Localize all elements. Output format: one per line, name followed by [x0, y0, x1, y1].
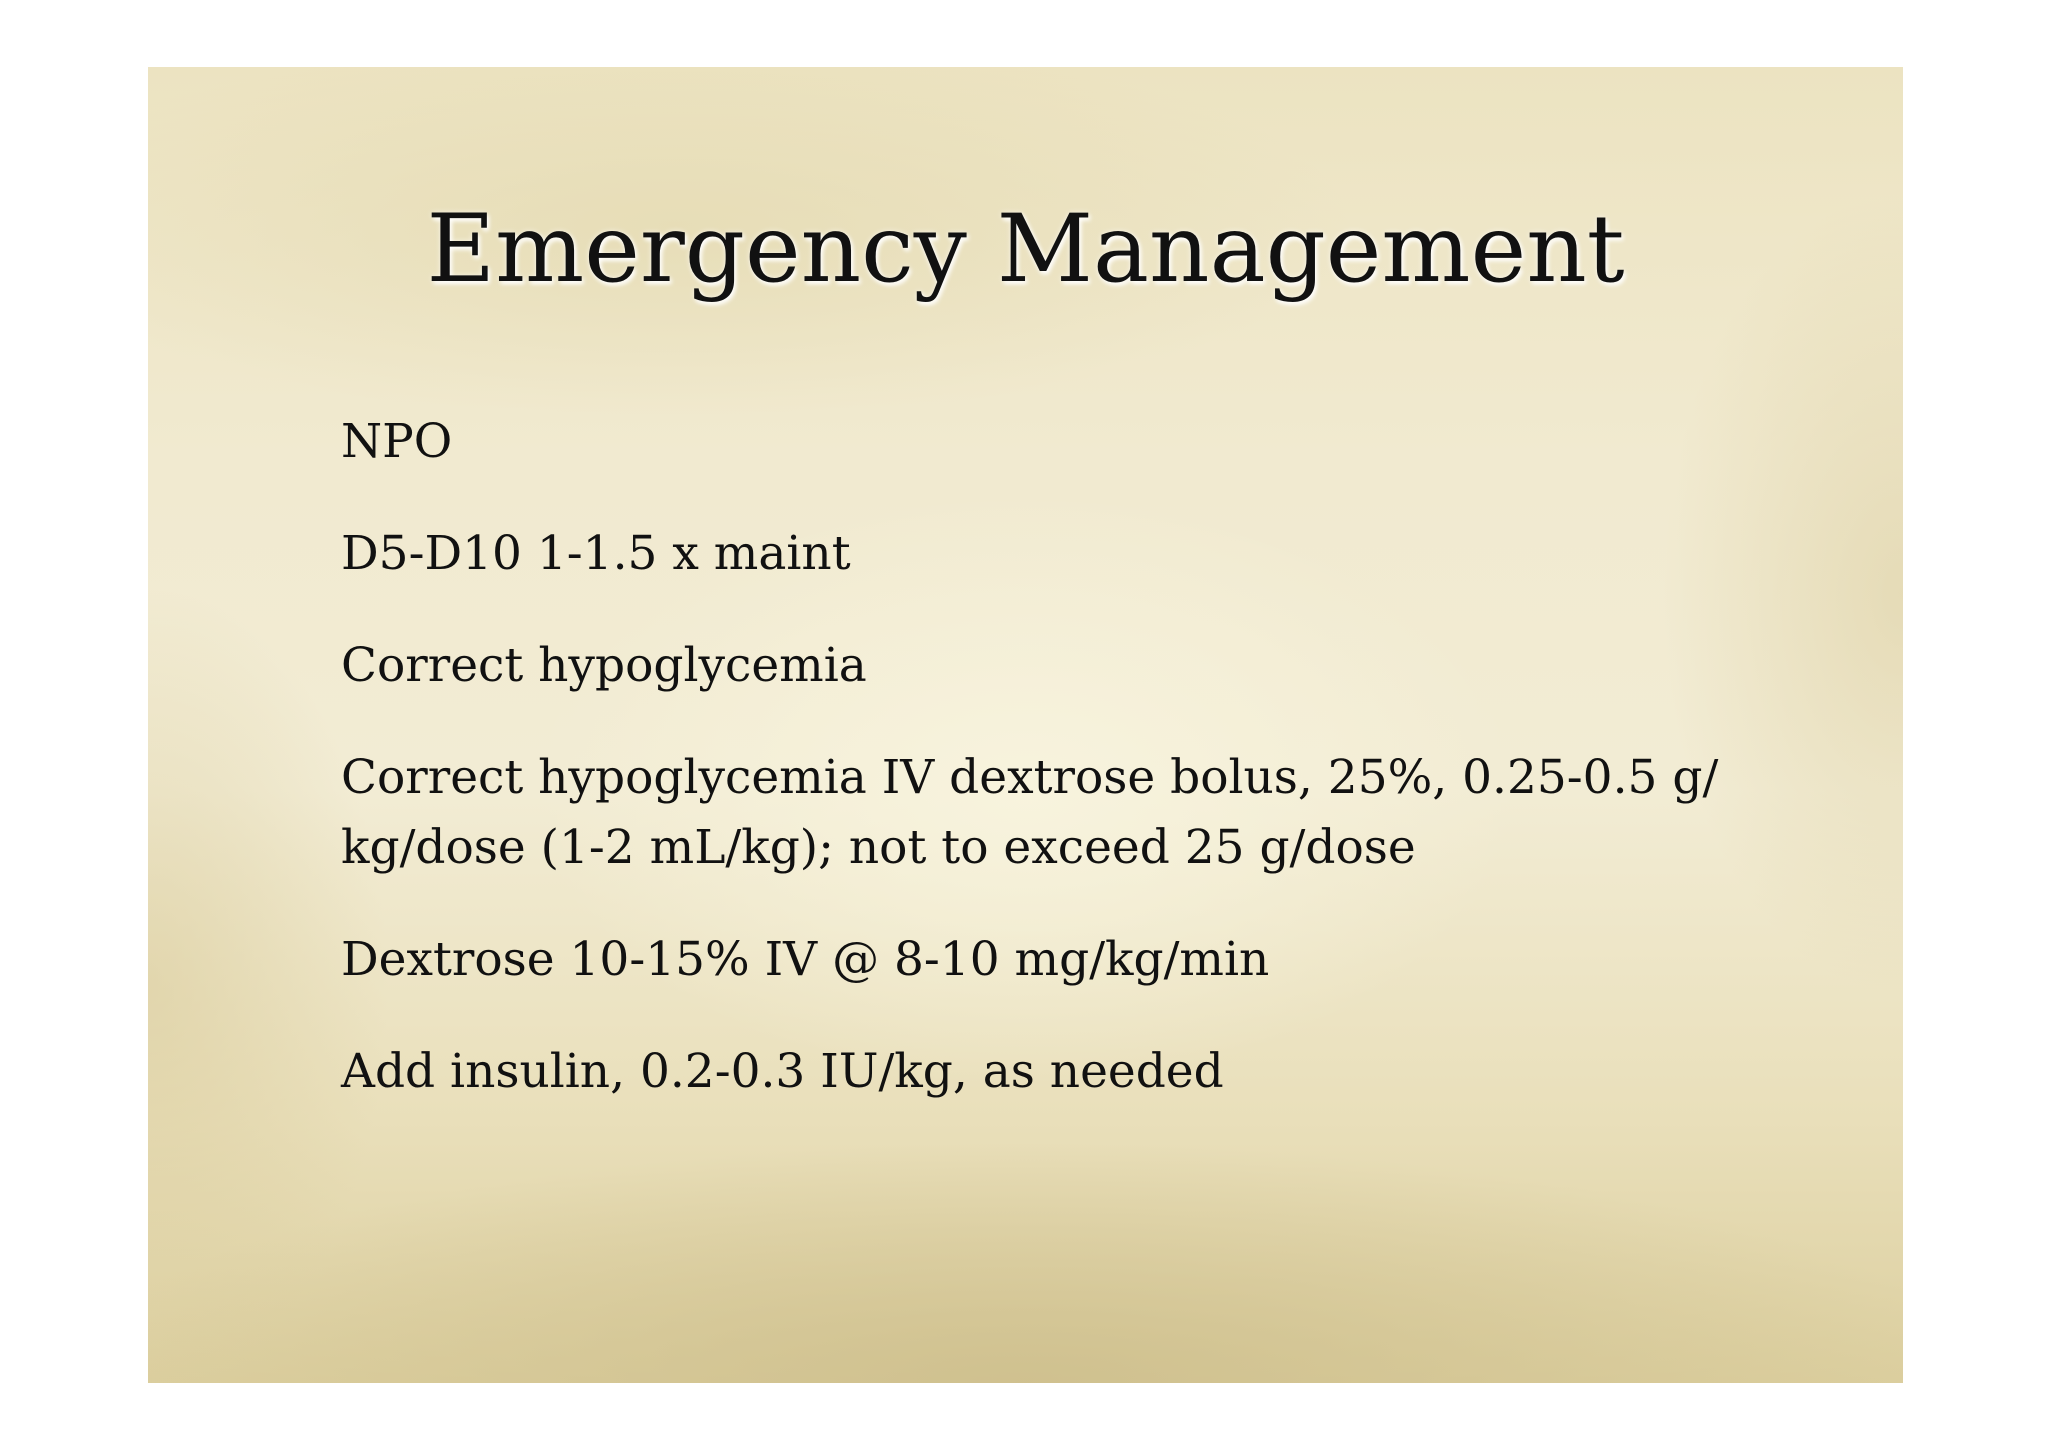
- list-item: Add insulin, 0.2-0.3 IU/kg, as needed: [341, 1044, 1224, 1099]
- bullet-list: [341, 407, 1741, 1149]
- list-item: Correct hypoglycemia: [341, 638, 867, 693]
- list-item: NPO: [341, 414, 453, 469]
- list-item: D5-D10 1-1.5 x maint: [341, 526, 851, 581]
- slide: [148, 67, 1903, 1383]
- list-item: Correct hypoglycemia IV dextrose bolus, 25%, 0.25-0.5 g/ kg/dose (1-2 mL/kg); not to exceed 25 g/dose: [341, 750, 1719, 875]
- list-item: Dextrose 10-15% IV @ 8-10 mg/kg/min: [341, 932, 1270, 987]
- slide-title: Emergency Management: [426, 195, 1625, 304]
